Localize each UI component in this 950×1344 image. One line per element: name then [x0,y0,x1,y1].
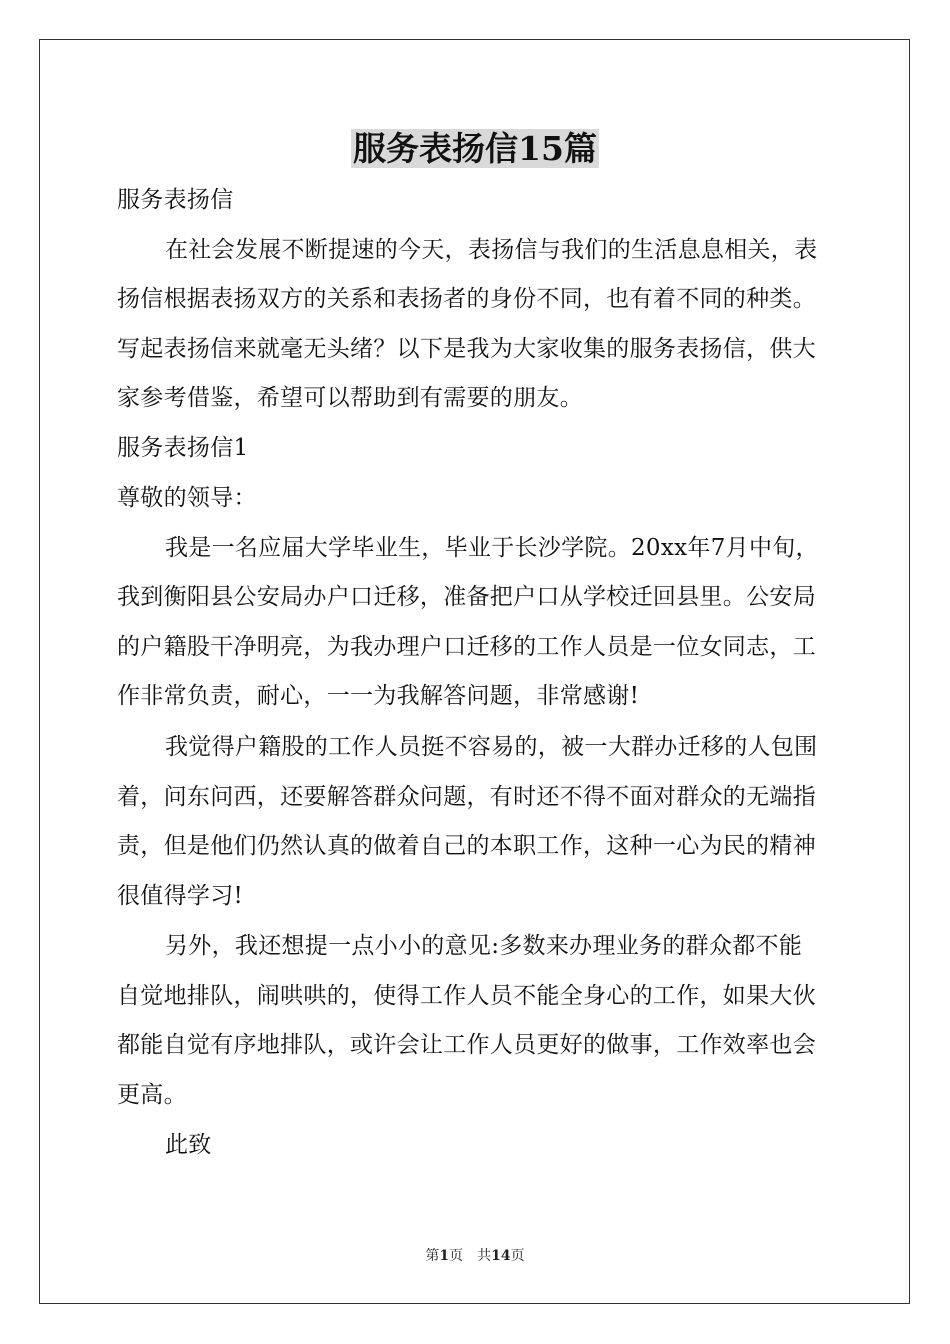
document-title-text: 服务表扬信15篇 [353,129,597,168]
paragraph3-line-4: 更高。 [117,1082,187,1108]
salutation: 尊敬的领导： [117,485,257,511]
paragraph3-line-3: 都能自觉有序地排队，或许会让工作人员更好的做事，工作效率也会 [117,1032,816,1058]
paragraph2-line-4: 很值得学习! [117,883,244,909]
footer-page-prefix: 第 [425,1248,440,1264]
intro-line-1: 在社会发展不断提速的今天，表扬信与我们的生活息息相关，表 [165,237,818,263]
document-title [0,127,950,171]
intro-line-2: 扬信根据表扬双方的关系和表扬者的身份不同，也有着不同的种类。 [117,286,816,312]
paragraph1-line-4: 作非常负责，耐心，一一为我解答问题，非常感谢! [117,683,640,709]
paragraph3-line-1: 另外，我还想提一点小小的意见:多数来办理业务的群众都不能 [165,933,803,959]
footer-page-mid: 页 共 [449,1248,492,1264]
intro-line-3: 写起表扬信来就毫无头绪？以下是我为大家收集的服务表扬信，供大 [117,336,816,362]
paragraph1-line-1: 我是一名应届大学毕业生，毕业于长沙学院。20xx年7月中旬， [165,535,819,561]
section-heading: 服务表扬信1 [117,435,249,461]
document-subtitle: 服务表扬信 [117,187,234,213]
paragraph1-line-2: 我到衡阳县公安局办户口迁移，准备把户口从学校迁回县里。公安局 [117,584,816,610]
page-border [39,39,910,1304]
footer-page-suffix: 页 [510,1248,525,1264]
paragraph3-line-2: 自觉地排队，闹哄哄的，使得工作人员不能全身心的工作，如果大伙 [117,983,816,1009]
paragraph2-line-1: 我觉得户籍股的工作人员挺不容易的，被一大群办迁移的人包围 [165,734,818,760]
page-footer [0,1247,950,1265]
paragraph2-line-2: 着，问东问西，还要解答群众问题，有时还不得不面对群众的无端指 [117,784,816,810]
footer-total-pages: 14 [491,1248,511,1264]
closing: 此致 [165,1132,212,1158]
paragraph1-line-3: 的户籍股干净明亮，为我办理户口迁移的工作人员是一位女同志，工 [117,634,816,660]
intro-line-4: 家参考借鉴，希望可以帮助到有需要的朋友。 [117,385,583,411]
footer-current-page: 1 [439,1248,450,1264]
paragraph2-line-3: 责，但是他们仍然认真的做着自己的本职工作，这种一心为民的精神 [117,833,816,859]
